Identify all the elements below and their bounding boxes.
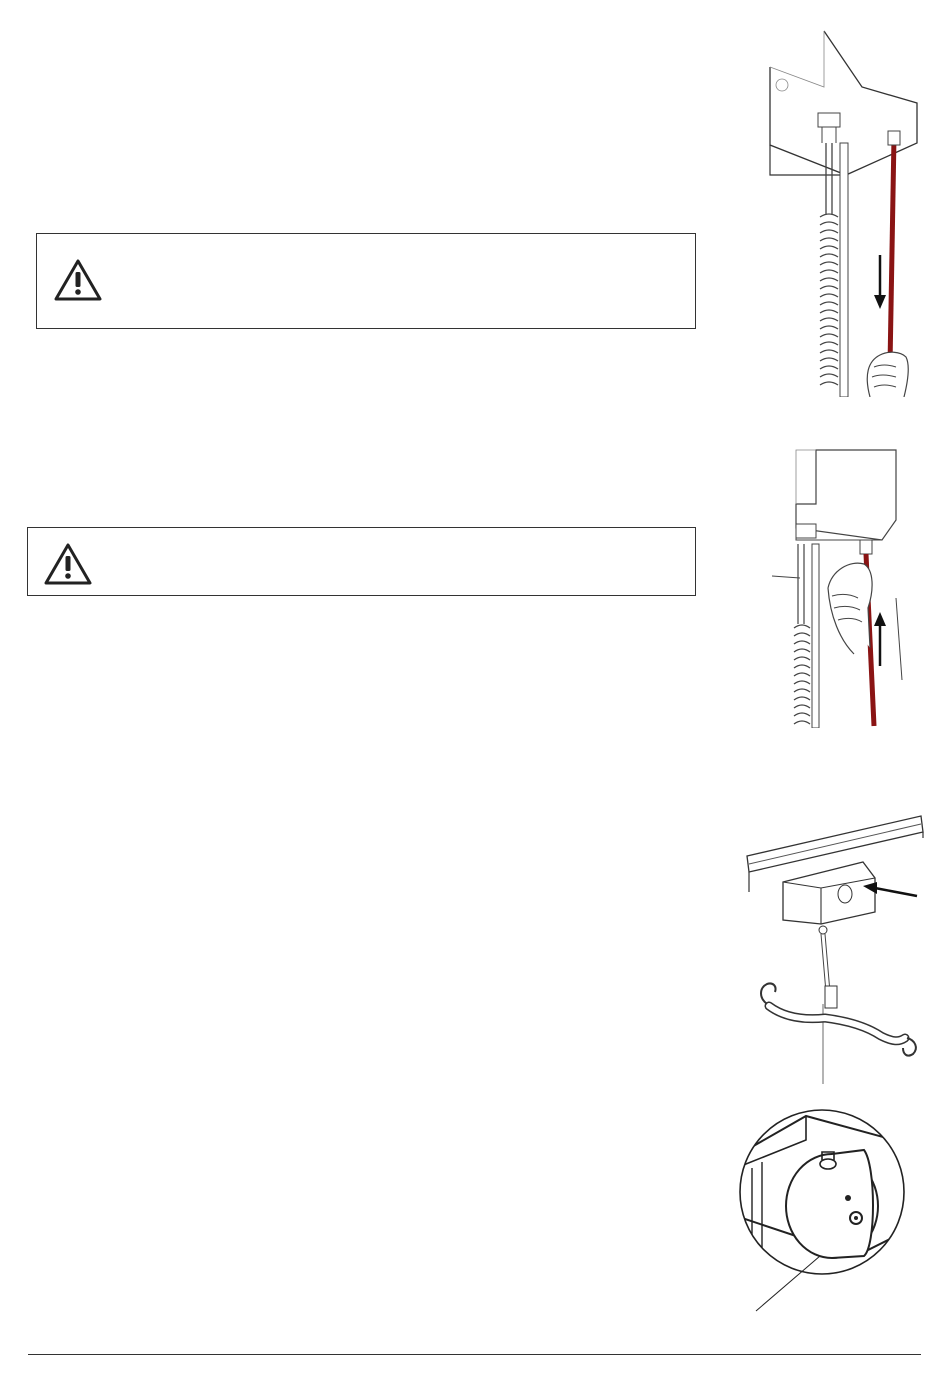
arrow-down-icon: [874, 255, 886, 309]
warning-box-2: [27, 527, 696, 596]
warning-triangle-icon: [53, 258, 103, 302]
emergency-strap-pull-down-illustration: [762, 25, 922, 397]
emergency-strap-reset-up-illustration: [770, 448, 910, 728]
arrow-up-icon: [874, 612, 886, 666]
ceiling-lift-on-rail-illustration: [745, 808, 927, 1088]
motor-unit-detail-circle-illustration: [736, 1106, 908, 1316]
warning-box-1: [36, 233, 696, 329]
footer-rule: [28, 1354, 921, 1355]
warning-triangle-icon: [43, 542, 93, 586]
